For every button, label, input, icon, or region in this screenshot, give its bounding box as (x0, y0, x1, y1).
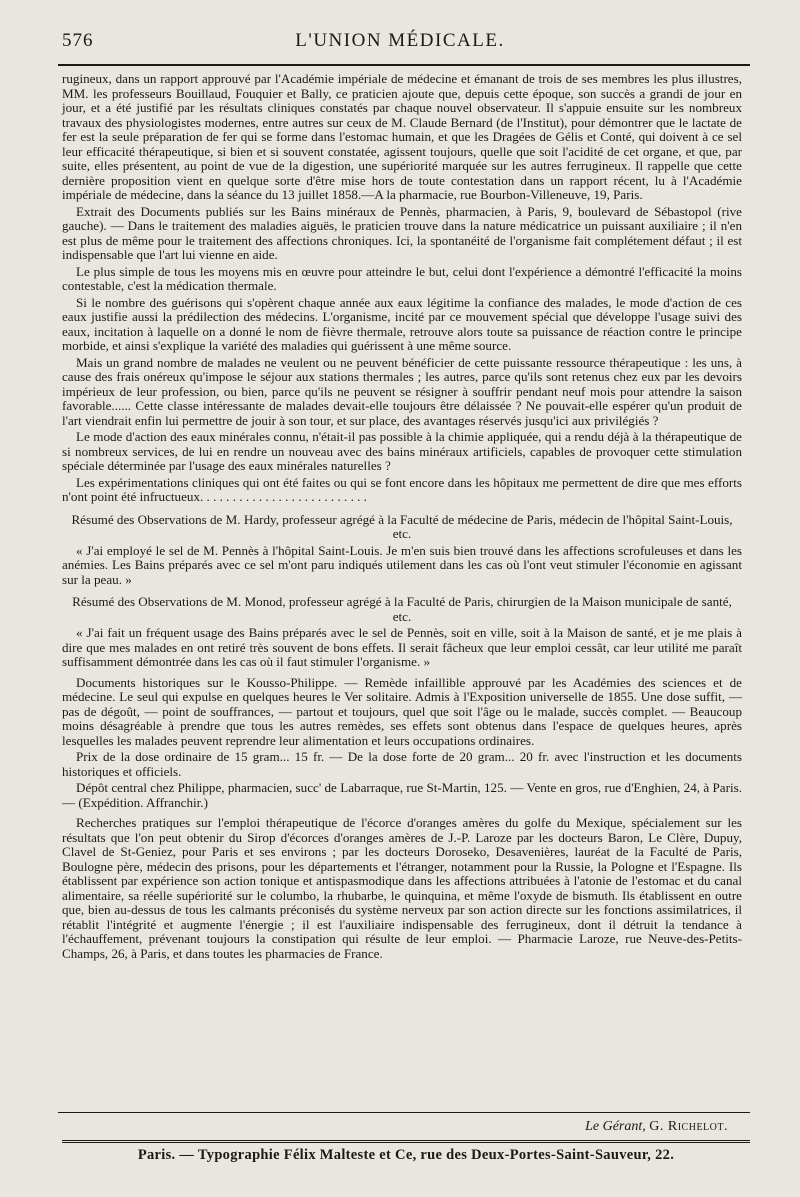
paragraph-prix: Prix de la dose ordinaire de 15 gram... 15 fr. — De la dose forte de 20 gram... 20 fr. avec l'instruction et les documents historiques et officiels. (62, 749, 742, 779)
signature-name: G. Richelot. (649, 1119, 728, 1134)
footer-rule (58, 1112, 750, 1113)
paragraph-bains-pennes: Extrait des Documents publiés sur les Bains minéraux de Pennès, pharmacien, à Paris, 9, boulevard de Sébastopol (rive gauche). — Dans le traitement des maladies aiguës, le praticien trouve dans la nature médicatrice un puissant auxiliaire ; il n'en est plus de même pour le traitement des affections chroniques. Ici, la spontanéité de l'organisme fait complétement défaut ; il est indispensable que l'art lui vienne en aide. (62, 203, 742, 262)
paragraph-lactate-fer: rugineux, dans un rapport approuvé par l'Académie impériale de médecine et émanant de trois de ses membres les plus illustres, MM. les professeurs Bouillaud, Fouquier et Bally, ce praticien ajoute que, depuis cette époque, son succès a grandi de jour en jour, et a été justifié par les résultats cliniques constatés par chaque nouvel observateur. Il s'appuie ensuite sur les nombreux travaux des physiologistes modernes, entre autres sur ceux de M. Claude Bernard (de l'Institut), pour démontrer que le lactate de fer est la seule préparation de fer qui se forme dans l'estomac humain, et que les Dragées de Gélis et Conté, qui doivent à ce sel leur efficacité thérapeutique, si bien et si souvent constatée, agissent toujours, quelle que soit l'acidité de cet organe, et que, par suite, elles présentent, au point de vue de la digestion, une supériorité marquée sur les autres ferrugineux. Il rappelle que cette dernière proposition vient en quelque sorte d'être mise hors de toute contestation dans un rapport récent, lu à l'Académie impériale de médecine, dans la séance du 13 juillet 1858.—A la pharmacie, rue Bourbon-Villeneuve, 19, Paris. (62, 71, 742, 202)
paragraph-malades: Mais un grand nombre de malades ne veulent ou ne peuvent bénéficier de cette puissante ressource thérapeutique : les uns, à cause des frais onéreux qu'impose le séjour aux stations thermales ; les autres, parce qu'ils sont retenus chez eux par les devoirs impérieux de leur profession, ou bien, parce qu'ils ne peuvent se résigner à souffrir pendant neuf mois pour attendre la saison favorable...... Cette classe intéressante de malades devait-elle toujours être délaissée ? Ne pouvait-elle espérer qu'un produit de l'art viendrait enfin lui permettre de jouir à son tour, et sur place, des avantages réservés jusqu'ici aux privilégiés ? (62, 354, 742, 428)
quote-hardy: « J'ai employé le sel de M. Pennès à l'hôpital Saint-Louis. Je m'en suis bien trouvé dans les affections scrofuleuses et dans les anémies. Les Bains préparés avec ce sel m'ont paru indiqués utilement dans les cas où l'ont veut stimuler l'économie en agissant sur la peau. » (62, 542, 742, 587)
paragraph-chimie: Le mode d'action des eaux minérales connu, n'était-il pas possible à la chimie appliquée, qui a rendu déjà à la thérapeutique de si nombreux services, de lui en rendre un nouveau avec des bains minéraux artificiels, capables de provoquer cette stimulation spéciale déterminée par l'usage des eaux minérales naturelles ? (62, 429, 742, 473)
article-body (62, 72, 742, 963)
summary-heading-monod: Résumé des Observations de M. Monod, professeur agrégé à la Faculté de Paris, chirurgien de la Maison municipale de santé, etc. (72, 594, 732, 624)
paragraph-experimentations: Les expérimentations cliniques qui ont été faites ou qui se font encore dans les hôpitaux me permettent de dire que mes efforts n'ont point été infructueux. . . . . . . . . . . . . . . . . . . . . . . . . . (62, 474, 742, 504)
running-head (62, 30, 738, 56)
paragraph-depot-central: Dépôt central chez Philippe, pharmacien, succ' de Labarraque, rue St-Martin, 125. — Vente en gros, rue d'Enghien, 24, à Paris. — (Expédition. Affranchir.) (62, 780, 742, 810)
paragraph-medication-thermale: Le plus simple de tous les moyens mis en œuvre pour atteindre le but, celui dont l'expérience a démontré l'efficacité la moins contestable, c'est la médication thermale. (62, 263, 742, 293)
paragraph-guerisons: Si le nombre des guérisons qui s'opèrent chaque année aux eaux légitime la confiance des malades, le mode d'action de ces eaux justifie aussi la prédilection des médecins. L'organisme, incité par ce mouvement spécial que développe l'usage suivi des eaux, incitation à laquelle on a donné le nom de fièvre thermale, retrouve alors toute sa puissance de réaction contre le principe morbide, et ainsi s'explique la variété des maladies qui guérissent à une même source. (62, 294, 742, 353)
paragraph-kousso-philippe: Documents historiques sur le Kousso-Philippe. — Remède infaillible approuvé par les Académies des sciences et de médecine. Le seul qui expulse en quelques heures le Ver solitaire. Admis à l'Exposition universelle de 1855. Une dose suffit, — pas de dégoût, — point de souffrances, — partout et toujours, quel que soit l'âge ou le malade, succès complet. — Beaucoup moins désagréable à prendre que tous les autres remèdes, ses effets sont obtenus dans l'espace de quelques heures, après lesquelles les malades peuvent reprendre leur alimentation et leurs occupations ordinaires. (62, 674, 742, 748)
page-number: 576 (62, 30, 94, 51)
imprint-rule (62, 1140, 750, 1143)
header-rule (58, 64, 750, 66)
printer-imprint: Paris. — Typographie Félix Malteste et Ce, rue des Deux-Portes-Saint-Sauveur, 22. (137, 1147, 675, 1163)
summary-heading-hardy: Résumé des Observations de M. Hardy, professeur agrégé à la Faculté de médecine de Paris, médecin de l'hôpital Saint-Louis, etc. (71, 511, 733, 541)
paragraph-oranges-ameres: Recherches pratiques sur l'emploi thérapeutique de l'écorce d'oranges amères du golfe du Mexique, spécialement sur les résultats que l'on peut obtenir du Sirop d'écorces d'oranges amères de J.-P. Laroze par les docteurs Baron, Le Clère, Dupuy, Clavel de St-Geniez, pour Paris et ses environs ; par les docteurs Doroseko, Desavenières, lauréat de la Faculté de Paris, Boulogne père, médecin des prisons, pour les départements et l'étranger, notamment pour la Russie, la Pologne et l'Espagne. Ils établissent par expérience son action tonique et antispasmodique dans les affections attribuées à l'atonie de l'estomac et du canal alimentaire, sa réelle supériorité sur le columbo, la rhubarbe, le quinquina, et même l'oxyde de bismuth. Ils établissent en outre que, bien au-dessus de tous les calmants préconisés du système nerveux par son action directe sur les fonctions assimilatrices, il rétablit l'intégrité et augmente l'énergie ; il est l'auxiliaire indispensable des ferrugineux, dont il détruit la tendance à l'échauffement, prévenant toujours la constipation qui résulte de leur emploi. — Pharmacie Laroze, rue Neuve-des-Petits-Champs, 26, à Paris, et dans toutes les pharmacies de France. (62, 815, 742, 961)
signature-label: Le Gérant, (585, 1119, 646, 1134)
quote-monod: « J'ai fait un fréquent usage des Bains préparés avec le sel de Pennès, soit en ville, soit à la Maison de santé, et je me plais à dire que mes malades en ont retiré très souvent de bons effets. Il serait fâcheux que leur emploi cessât, car leur utilité me paraît suffisamment démontrée dans les cas où il faut stimuler l'organisme. » (62, 625, 742, 669)
journal-title: L'UNION MÉDICALE. (295, 30, 505, 51)
signature (585, 1119, 728, 1135)
